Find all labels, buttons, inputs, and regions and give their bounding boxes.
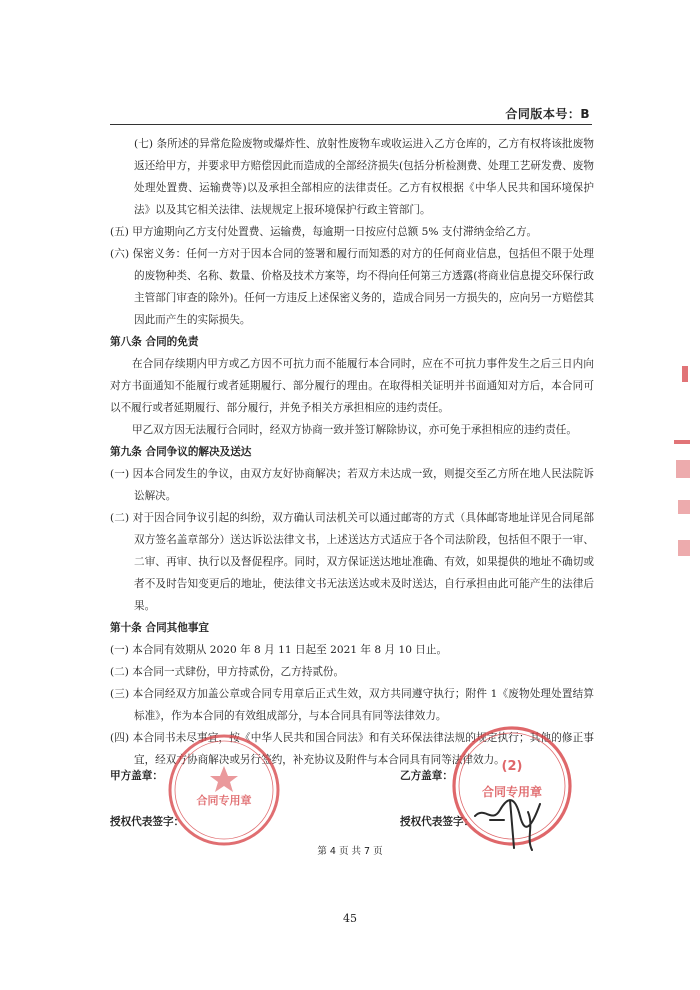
party-a-rep-label: 授权代表签字：	[110, 816, 185, 828]
party-b-rep-label: 授权代表签字：	[400, 816, 475, 828]
folio-number: 45	[343, 912, 357, 925]
page-number: 第 4 页 共 7 页	[317, 846, 383, 857]
clause-7-text: (七) 条所述的异常危险废物或爆炸性、放射性废物车或收运进入乙方仓库的，乙方有权将该批废物返还给甲方，并要求甲方赔偿因此而造成的全部经济损失(包括分析检测费、处理工艺研发费、废物处理处置费、运输费等)以及承担全部相应的法律责任。乙方有权根据《中华人民共和国环境保护法》以及其它相关法律、法规规定上报环境保护行政主管部门。	[134, 138, 594, 216]
article-10-item-4: (四) 本合同书未尽事宜，按《中华人民共和国合同法》和有关环保法律法规的规定执行；其他的修正事宜，经双方协商解决或另行签约，补充协议及附件与本合同具有同等法律效力。	[110, 732, 594, 766]
svg-text:合同专用章: 合同专用章	[481, 785, 543, 799]
article-8-heading: 第八条 合同的免责	[110, 336, 199, 348]
article-10-item-2: (二) 本合同一式肆份，甲方持贰份，乙方持贰份。	[110, 666, 345, 678]
party-b-seal-label: 乙方盖章：	[400, 770, 453, 782]
party-a-seal-label: 甲方盖章：	[110, 770, 163, 782]
svg-text:合同专用章: 合同专用章	[196, 794, 252, 807]
article-10-item-1: (一) 本合同有效期从 2020 年 8 月 11 日起至 2021 年 8 月 10 日止。	[110, 644, 448, 656]
article-8-para-2: 甲乙双方因无法履行合同时，经双方协商一致并签订解除协议，亦可免于承担相应的违约责任。	[132, 424, 577, 436]
svg-text:(2): (2)	[501, 759, 523, 774]
edge-seal-fragment	[668, 360, 694, 580]
article-9-heading: 第九条 合同争议的解决及送达	[110, 446, 252, 458]
article-10-heading: 第十条 合同其他事宜	[110, 622, 210, 634]
article-9-item-2: (二) 对于因合同争议引起的纠纷，双方确认司法机关可以通过邮寄的方式（具体邮寄地址详见合同尾部双方签名盖章部分）送达诉讼法律文书，上述送达方式适应于各个司法阶段，包括但不限于一审、二审、再审、执行以及督促程序。同时，双方保证送达地址准确、有效，如果提供的地址不确切或者不及时告知变更后的地址，使法律文书无法送达或未及时送达，自行承担由此可能产生的法律后果。	[110, 512, 594, 612]
header-rule	[110, 124, 592, 125]
article-10-item-3: (三) 本合同经双方加盖公章或合同专用章后正式生效，双方共同遵守执行；附件 1《废物处理处置结算标准》，作为本合同的有效组成部分，与本合同具有同等法律效力。	[110, 688, 594, 722]
clause-6-confidentiality: (六) 保密义务：任何一方对于因本合同的签署和履行而知悉的对方的任何商业信息，包括但不限于处理的废物种类、名称、数量、价格及技术方案等，均不得向任何第三方透露(将商业信息提交环保行政主管部门审查的除外)。任何一方违反上述保密义务的，造成合同另一方损失的，应向另一方赔偿其因此而产生的实际损失。	[110, 248, 594, 326]
contract-version: 合同版本号：B	[505, 107, 590, 121]
article-9-item-1: (一) 因本合同发生的争议，由双方友好协商解决；若双方未达成一致，则提交至乙方所在地人民法院诉讼解决。	[110, 468, 594, 502]
party-a-company-seal	[164, 730, 284, 850]
contract-body	[110, 133, 594, 771]
clause-5-text: (五) 甲方逾期向乙方支付处置费、运输费，每逾期一日按应付总额 5% 支付滞纳金给乙方。	[110, 226, 538, 238]
article-8-para-1: 在合同存续期内甲方或乙方因不可抗力而不能履行本合同时，应在不可抗力事件发生之后三日内向对方书面通知不能履行或者延期履行、部分履行的理由。在取得相关证明并书面通知对方后，本合同可以不履行或者延期履行、部分履行，并免予相关方承担相应的违约责任。	[110, 358, 594, 414]
